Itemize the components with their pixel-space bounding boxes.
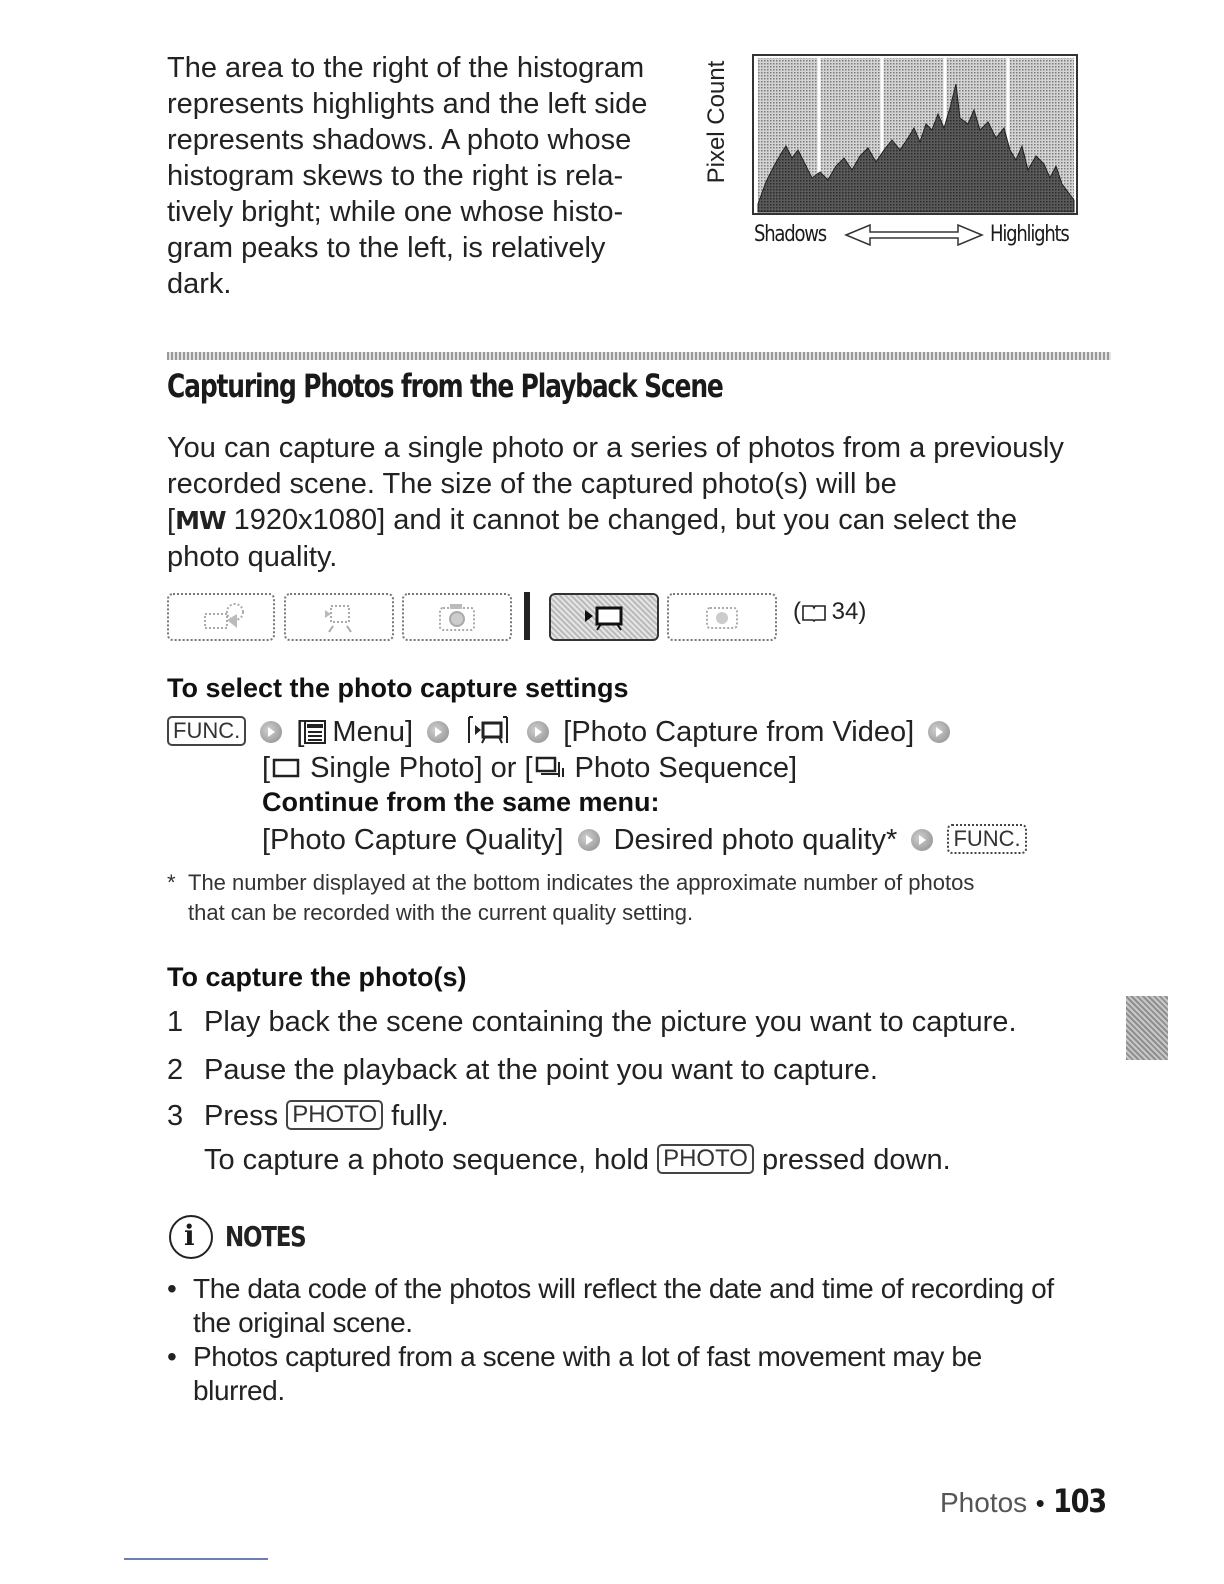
capture-sub-step: To capture a photo sequence, hold PHOTO pressed down. xyxy=(204,1144,951,1176)
step-text-after: fully. xyxy=(391,1100,449,1132)
manual-video-mode-button[interactable] xyxy=(284,593,394,641)
menu-icon xyxy=(304,720,326,744)
step-number: 1 xyxy=(167,1006,184,1038)
arrow-icon xyxy=(928,721,950,743)
photo-button[interactable]: PHOTO xyxy=(286,1100,383,1130)
book-icon xyxy=(802,604,826,622)
playback-tab-icon xyxy=(467,715,509,747)
photo-sequence-icon xyxy=(535,756,567,780)
page-footer xyxy=(940,1482,1115,1520)
bottom-rule xyxy=(124,1558,268,1560)
intro-line: represents shadows. A photo whose xyxy=(167,124,632,156)
page-number: 103 xyxy=(1053,1482,1107,1520)
footer-bullet: • xyxy=(1035,1488,1045,1518)
intro-line: dark. xyxy=(167,268,232,300)
manual-video-mode-icon xyxy=(309,600,369,634)
size-text: 1920x1080] and it cannot be changed, but you can select the xyxy=(233,504,1018,536)
capture-step-2 xyxy=(167,1052,878,1088)
note-item: • Photos captured from a scene with a lot of fast movement may be blurred. xyxy=(193,1340,1133,1408)
single-photo-icon xyxy=(272,757,302,779)
photo-mode-button[interactable] xyxy=(402,593,512,641)
video-playback-mode-button[interactable] xyxy=(549,593,659,641)
page-reference: ( 34) xyxy=(793,598,867,625)
settings-path-line-3: [Photo Capture Quality] Desired photo quality* FUNC. xyxy=(262,822,1027,858)
step-text: Press xyxy=(204,1100,279,1132)
body-line xyxy=(167,502,1127,539)
note-item: • The data code of the photos will reflect the date and time of recording of the original scene. xyxy=(193,1272,1133,1340)
auto-video-mode-button[interactable] xyxy=(167,593,275,641)
photo-playback-mode-icon xyxy=(697,600,747,634)
notes-label: NOTES xyxy=(225,1220,306,1253)
func-button[interactable]: FUNC. xyxy=(167,716,246,746)
capture-step-3 xyxy=(167,1098,449,1134)
intro-line: gram peaks to the left, is relatively xyxy=(167,232,606,264)
highlights-label: Highlights xyxy=(990,222,1069,247)
intro-paragraph xyxy=(167,50,687,302)
section-divider xyxy=(167,352,1111,360)
histogram-axis xyxy=(754,222,1084,252)
settings-path-line-2: [ Single Photo] or [ Photo Sequence] xyxy=(262,752,798,784)
photo-mode-icon xyxy=(432,600,482,634)
footnote-line: The number displayed at the bottom indicates the approximate number of photos xyxy=(188,870,975,895)
capture-step-1 xyxy=(167,1004,1017,1040)
size-icon: MW xyxy=(175,506,226,535)
auto-video-mode-icon xyxy=(191,600,251,634)
intro-line: histogram skews to the right is rela- xyxy=(167,160,624,192)
footnote-line: that can be recorded with the current quality setting. xyxy=(188,900,694,925)
step-text: Pause the playback at the point you want to capture. xyxy=(204,1054,878,1086)
continue-label: Continue from the same menu: xyxy=(262,787,660,817)
info-icon-letter: i xyxy=(184,1219,195,1252)
step-text: Play back the scene containing the picture you want to capture. xyxy=(204,1006,1017,1038)
section-title: Capturing Photos from the Playback Scene xyxy=(167,367,723,405)
footnote xyxy=(167,868,1127,928)
chapter-tab xyxy=(1126,996,1168,1060)
func-button[interactable]: FUNC. xyxy=(947,824,1026,854)
settings-path-line-1: FUNC. [ Menu] [Photo Capture from Video] xyxy=(167,714,956,750)
footer-section: Photos xyxy=(940,1487,1028,1518)
footnote-star: * xyxy=(167,870,176,895)
photo-button[interactable]: PHOTO xyxy=(657,1144,754,1174)
intro-line: represents highlights and the left side xyxy=(167,88,648,120)
step-number: 2 xyxy=(167,1054,184,1086)
notes-list xyxy=(193,1272,1133,1408)
arrow-icon xyxy=(911,829,933,851)
capture-heading: To capture the photo(s) xyxy=(167,962,467,992)
body-line: recorded scene. The size of the captured photo(s) will be xyxy=(167,468,897,500)
arrow-icon xyxy=(578,829,600,851)
section-body xyxy=(167,430,1127,575)
arrow-icon xyxy=(427,721,449,743)
body-line: You can capture a single photo or a series of photos from a previously xyxy=(167,432,1064,464)
histogram-chart xyxy=(752,54,1078,216)
size-bracket: [ xyxy=(167,504,176,536)
mode-separator xyxy=(524,592,530,640)
intro-line: The area to the right of the histogram xyxy=(167,52,645,84)
shadows-label: Shadows xyxy=(754,222,826,247)
arrow-icon xyxy=(260,721,282,743)
select-settings-heading: To select the photo capture settings xyxy=(167,673,629,703)
step-number: 3 xyxy=(167,1100,184,1132)
double-arrow-icon xyxy=(844,224,984,246)
histogram-y-label: Pixel Count xyxy=(703,60,730,184)
arrow-icon xyxy=(527,721,549,743)
intro-line: tively bright; while one whose histo- xyxy=(167,196,624,228)
photo-playback-mode-button[interactable] xyxy=(667,593,777,641)
video-playback-mode-icon xyxy=(577,600,631,634)
body-line: photo quality. xyxy=(167,541,338,573)
